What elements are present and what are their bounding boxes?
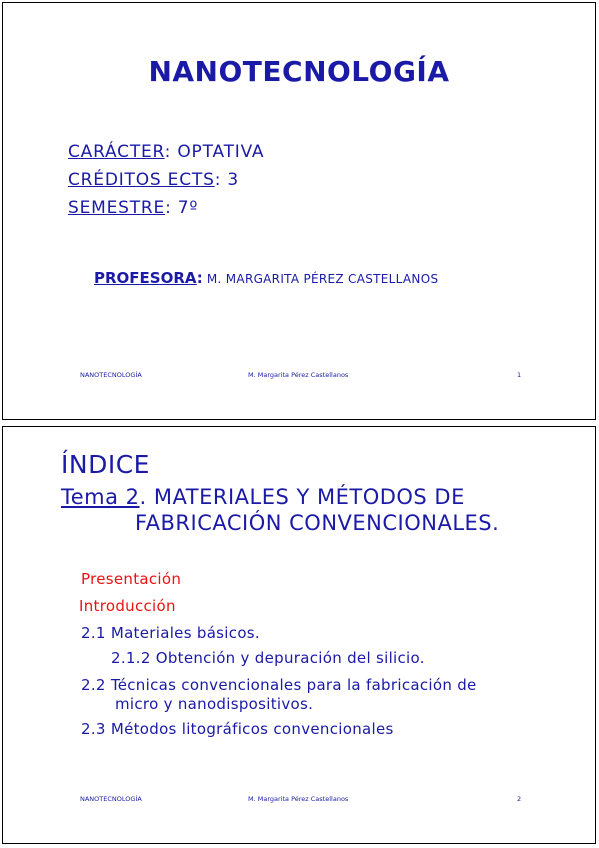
creditos-value: : 3 [214, 170, 240, 190]
footer-author: M. Margarita Pérez Castellanos [248, 795, 349, 803]
slide-1 [2, 2, 596, 420]
creditos-line [68, 170, 239, 190]
footer-course: NANOTECNOLOGÍA [80, 371, 142, 379]
index-item-2-2-continued: micro y nanodispositivos. [115, 695, 314, 713]
index-item-2-3: 2.3 Métodos litográficos convencionales [81, 720, 394, 738]
index-item-2-1: 2.1 Materiales básicos. [81, 624, 260, 642]
profesora-line [94, 268, 438, 287]
slide-2 [2, 426, 596, 844]
index-item-introduccion: Introducción [79, 597, 176, 615]
page-number: 2 [517, 795, 522, 803]
tema-label: Tema 2 [61, 485, 140, 509]
semestre-line [68, 198, 198, 218]
page-number: 1 [517, 371, 522, 379]
profesora-colon: : [196, 269, 203, 287]
index-item-2-1-2: 2.1.2 Obtención y depuración del silicio. [111, 649, 425, 667]
creditos-label: CRÉDITOS ECTS [68, 170, 215, 190]
slide-title: ÍNDICE [61, 450, 150, 479]
footer-author: M. Margarita Pérez Castellanos [248, 371, 349, 379]
tema-text-1: . MATERIALES Y MÉTODOS DE [139, 485, 465, 509]
slide-title: NANOTECNOLOGÍA [148, 55, 450, 88]
caracter-line [68, 142, 264, 162]
profesora-label: PROFESORA [94, 269, 197, 287]
profesora-value: M. MARGARITA PÉREZ CASTELLANOS [202, 272, 439, 286]
tema-heading-line-1 [61, 485, 465, 509]
semestre-value: : 7º [165, 198, 199, 218]
caracter-value: : OPTATIVA [164, 142, 265, 162]
semestre-label: SEMESTRE [68, 198, 166, 218]
tema-heading-line-2: FABRICACIÓN CONVENCIONALES. [135, 511, 500, 535]
footer-course: NANOTECNOLOGÍA [80, 795, 142, 803]
index-item-presentacion: Presentación [81, 570, 182, 588]
index-item-2-2: 2.2 Técnicas convencionales para la fabricación de [81, 676, 477, 694]
caracter-label: CARÁCTER [68, 142, 165, 162]
